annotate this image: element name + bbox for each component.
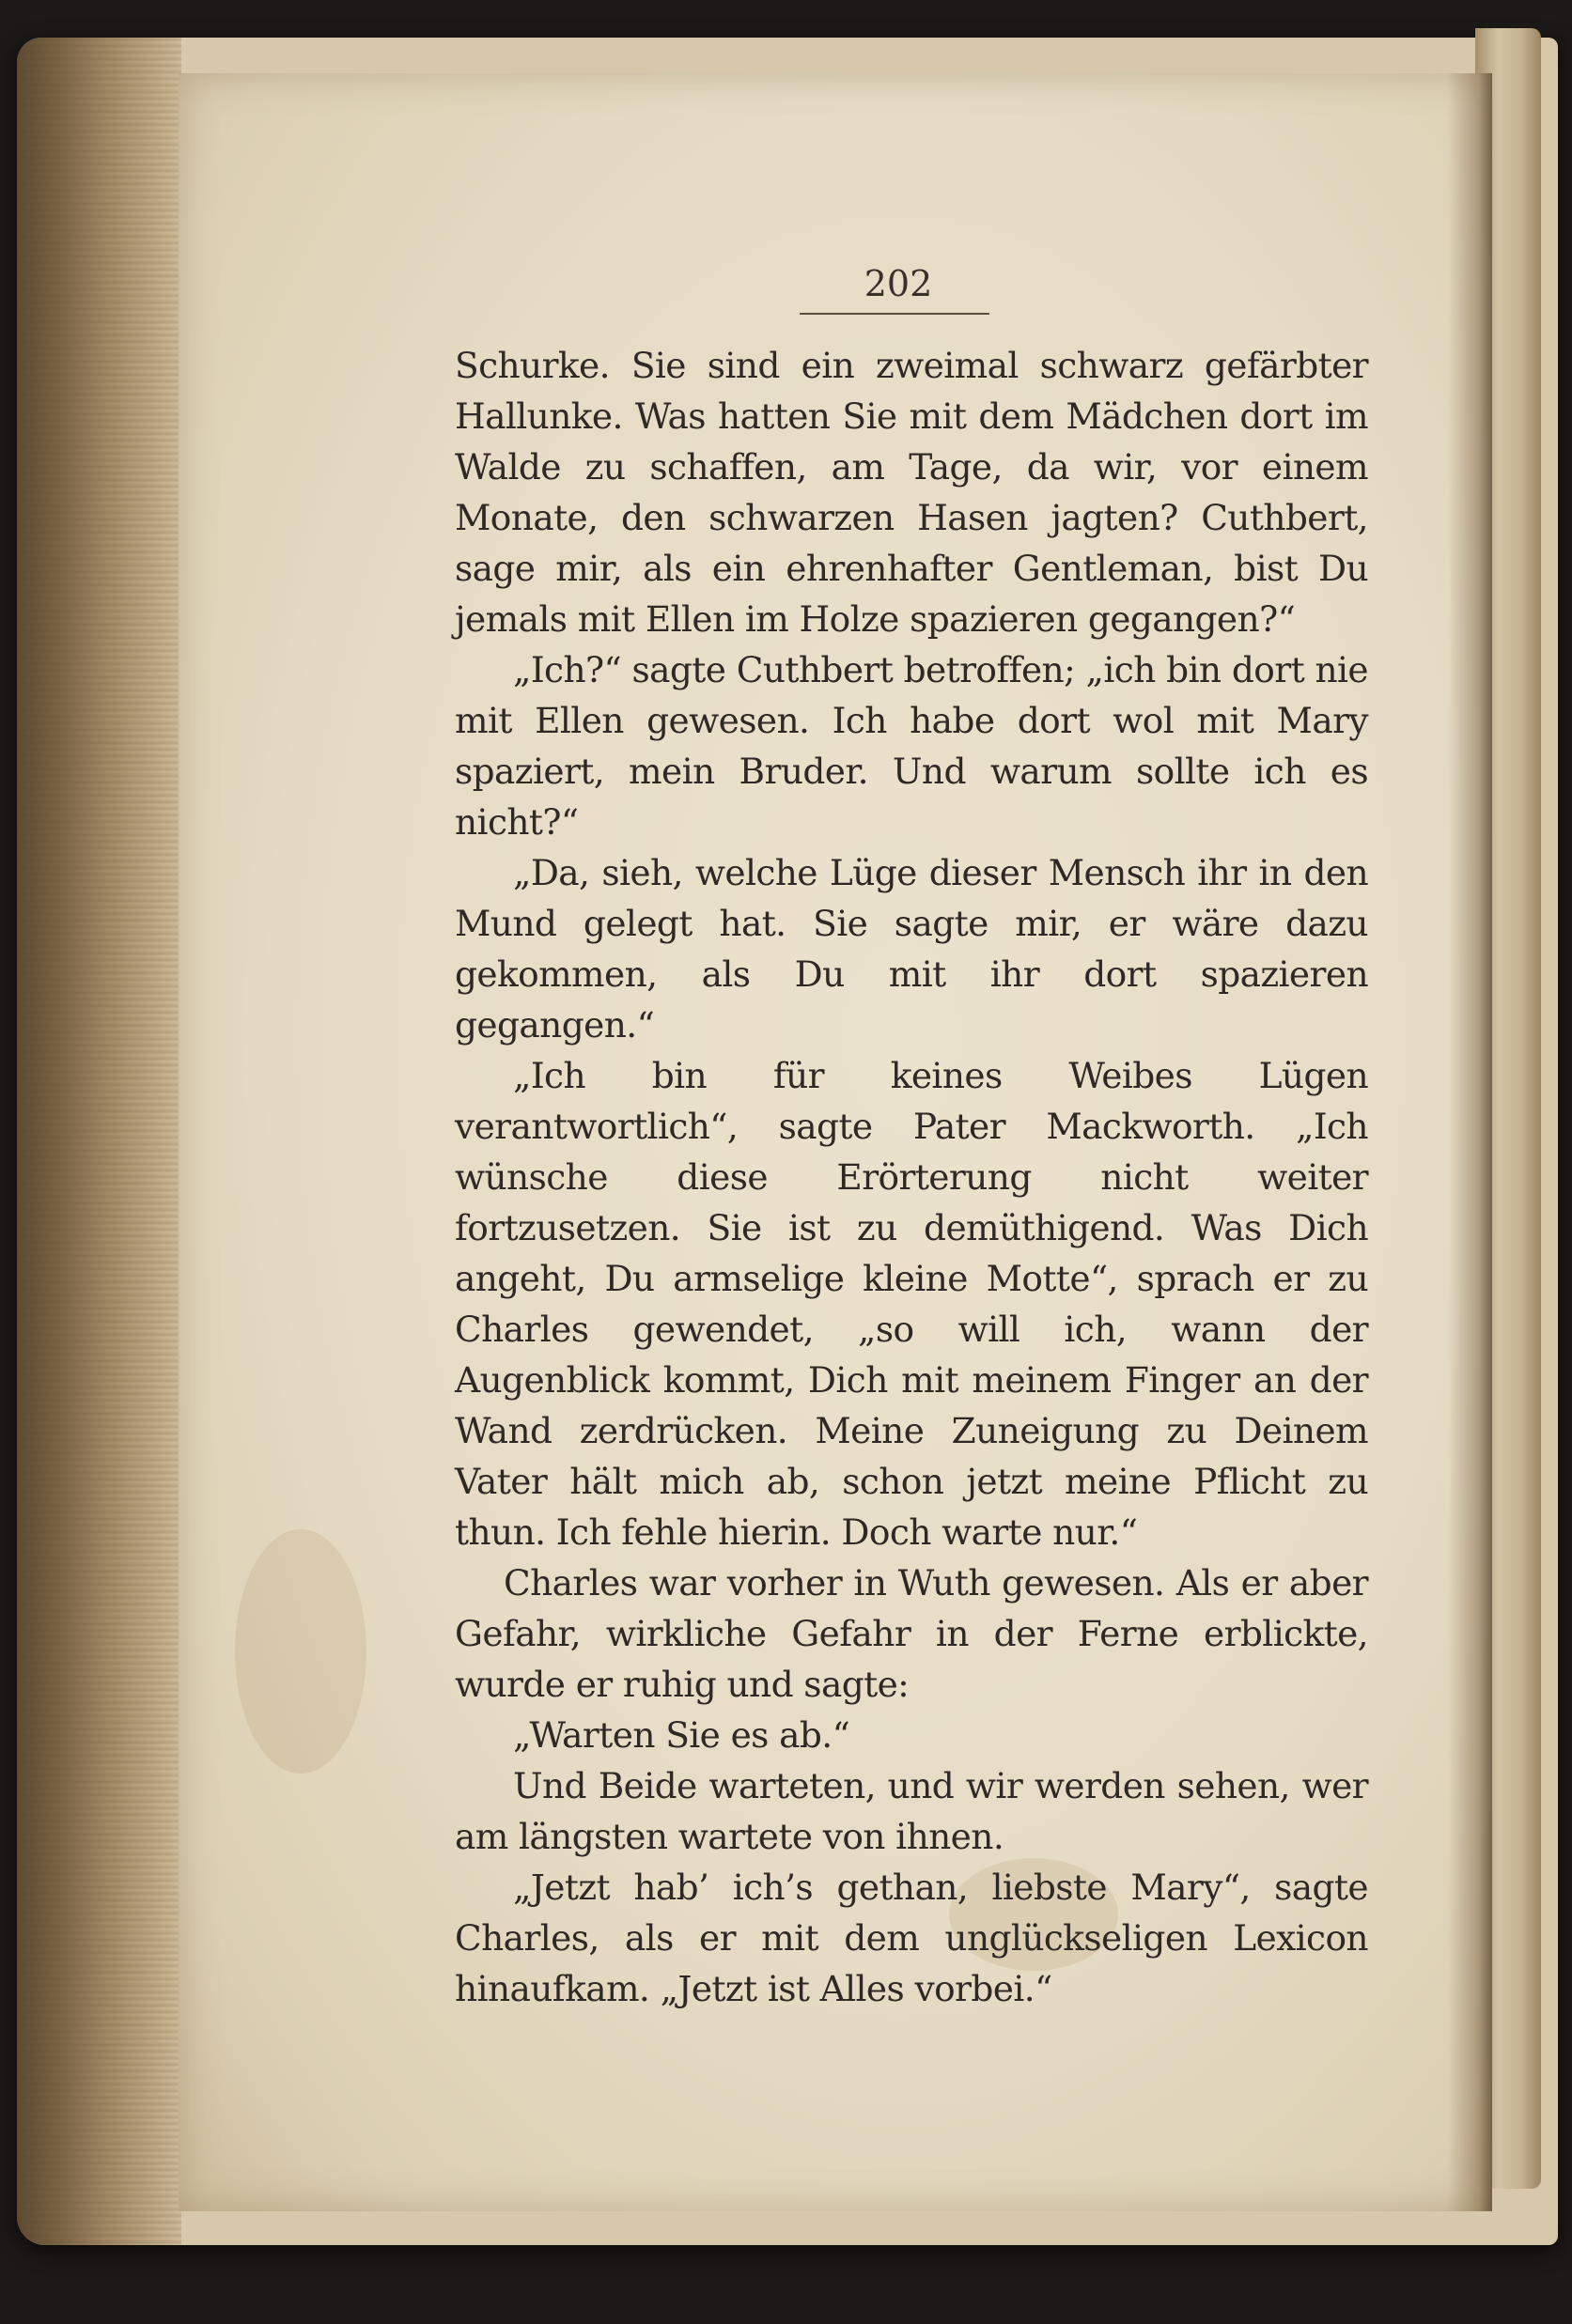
paragraph: Charles war vorher in Wuth gewesen. Als er aber Gefahr, wirkliche Gefahr in der Ferne erblickte, wurde er ruhig und sagte:: [455, 1562, 1368, 1705]
page-number: 202: [864, 263, 933, 304]
body-text: [455, 340, 1368, 2014]
paragraph: „Ich?“ sagte Cuthbert betroffen; „ich bin dort nie mit Ellen gewesen. Ich habe dort wol mit Mary spaziert, mein Bruder. Und warum sollte ich es nicht?“: [455, 649, 1368, 843]
paragraph: Schurke. Sie sind ein zweimal schwarz gefärbter Hallunke. Was hatten Sie mit dem Mädchen dort im Walde zu schaffen, am Tage, da wir, vor einem Monate, den schwarzen Hasen jagten? Cuthbert, sage mir, als ein ehrenhafter Gentleman, bist Du jemals mit Ellen im Holze spazieren gegangen?“: [455, 345, 1368, 640]
header-rule: [800, 313, 989, 315]
page-gutter: [1447, 73, 1492, 2211]
page-edges: [17, 38, 181, 2245]
paragraph: „Jetzt hab’ ich’s gethan, liebste Mary“, sagte Charles, als er mit dem unglückseligen Lexicon hinaufkam. „Jetzt ist Alles vorbei.“: [455, 1867, 1368, 2009]
paragraph: „Warten Sie es ab.“: [513, 1714, 850, 1756]
paragraph: „Da, sieh, welche Lüge dieser Mensch ihr in den Mund gelegt hat. Sie sagte mir, er wäre dazu gekommen, als Du mit ihr dort spazieren gegangen.“: [455, 852, 1368, 1046]
paper-stain: [235, 1529, 366, 1774]
paragraph: „Ich bin für keines Weibes Lügen verantwortlich“, sagte Pater Mackworth. „Ich wünsche diese Erörterung nicht weiter fortzusetzen. Sie ist zu demüthigend. Was Dich angeht, Du armselige kleine Motte“, sprach er zu Charles gewendet, „so will ich, wann der Augenblick kommt, Dich mit meinem Finger an der Wand zerdrücken. Meine Zuneigung zu Deinem Vater hält mich ab, schon jetzt meine Pflicht zu thun. Ich fehle hierin. Doch warte nur.“: [455, 1055, 1368, 1553]
paragraph: Und Beide warteten, und wir werden sehen, wer am längsten wartete von ihnen.: [455, 1765, 1368, 1857]
